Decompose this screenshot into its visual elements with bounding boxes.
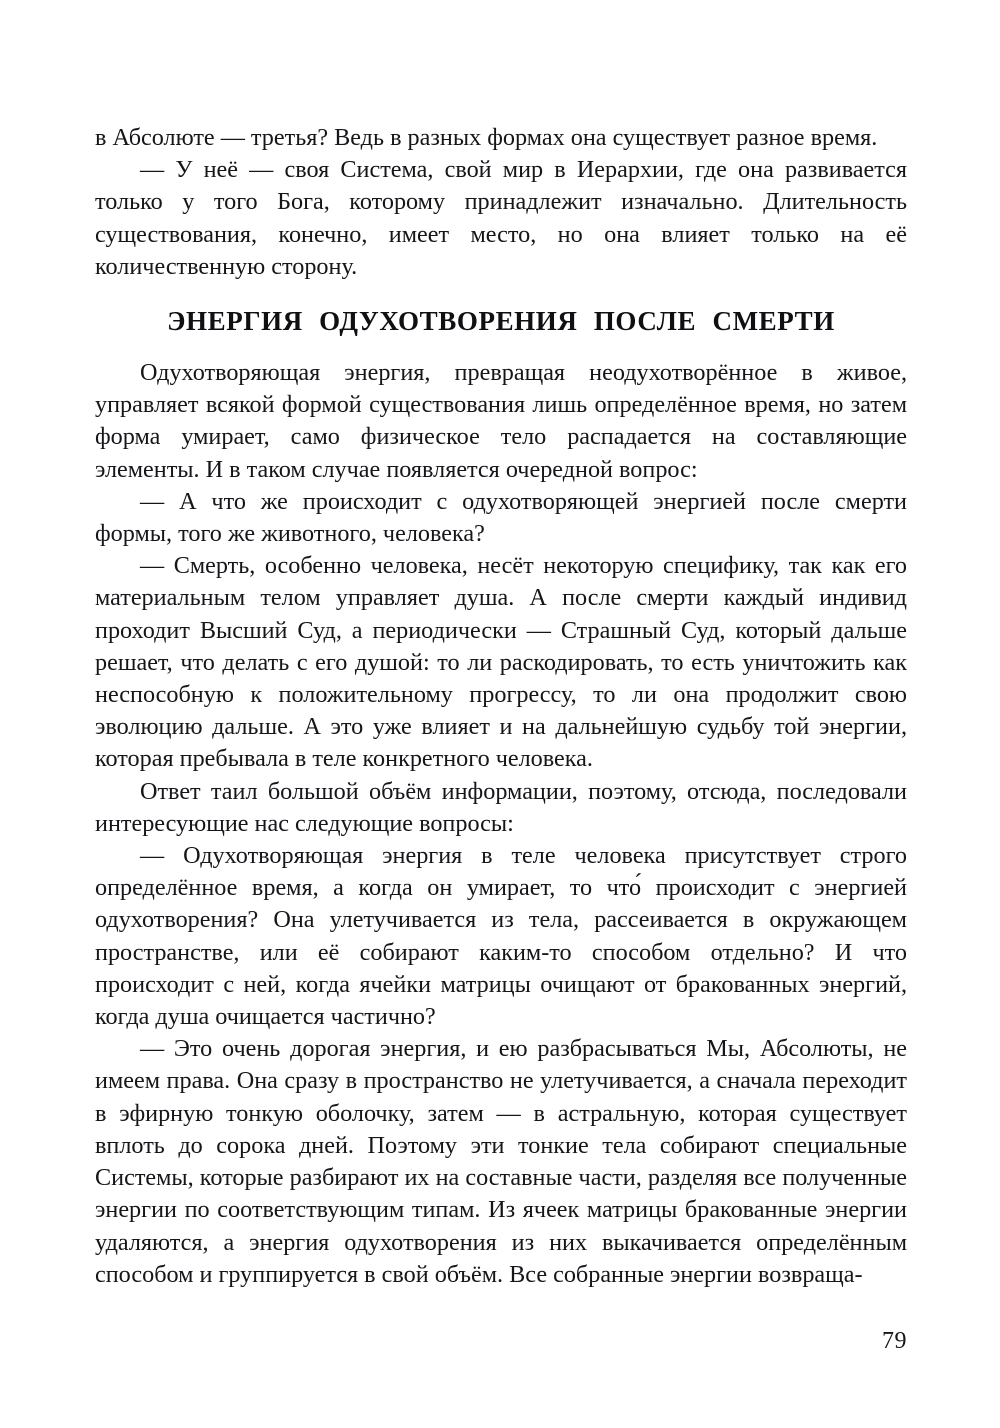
paragraph-answer-energy: — Это очень дорогая энергия, и ею разбрасываться Мы, Абсолюты, не имеем права. Она сразу в пространство не улетучивается, а сначала переходит в эфирную тонкую оболочку, затем — в астральную, которая существует вплоть до сорока дней. Поэтому эти тонкие тела собирают специальные Системы, которые разбирают их на составные части, разделяя все полученные энергии по соответствующим типам. Из ячеек матрицы бракованные энергии удаляются, а энергия одухотворения из них выкачивается определённым способом и группируется в свой объём. Все собранные энергии возвраща- [95,1035,907,1288]
paragraph-narration: Ответ таил большой объём информации, поэтому, отсюда, последовали интересующие нас следующие вопросы: [95,777,907,837]
paragraph-question-energy: — Одухотворяющая энергия в теле человека присутствует строго определённое время, а когда он умирает, то что́ происходит с энергией одухотворения? Она улетучивается из тела, рассеивается в окружающем пространстве, или её собирают каким-то способом отдельно? И что происходит с ней, когда ячейки матрицы очищают от бракованных энергий, когда душа очищается частично? [95,842,907,1031]
page-number: 79 [882,1328,907,1354]
paragraph-continuation: в Абсолюте — третья? Ведь в разных формах она существует разное время. [95,124,878,151]
section-heading: ЭНЕРГИЯ ОДУХОТВОРЕНИЯ ПОСЛЕ СМЕРТИ [167,306,835,337]
paragraph-answer-death: — Смерть, особенно человека, несёт некоторую специфику, так как его материальным телом управляет душа. А после смерти каждый индивид проходит Высший Суд, а периодически — Страшный Суд, который дальше решает, что делать с его душой: то ли раскодировать, то есть уничтожить как неспособную к положительному прогрессу, то ли она продолжит свою эволюцию дальше. А это уже влияет и на дальнейшую судьбу той энергии, которая пребывала в теле конкретного человека. [95,552,907,773]
paragraph-intro: Одухотворяющая энергия, превращая неодухотворённое в живое, управляет всякой формой существования лишь определённое время, но затем форма умирает, само физическое тело распадается на составляющие элементы. И в таком случае появляется очередной вопрос: [95,359,907,483]
paragraph-dialogue-answer: — У неё — своя Система, свой мир в Иерархии, где она развивается только у того Бога, которому принадлежит изначально. Длительность существования, конечно, имеет место, но она влияет только на её количественную сторону. [95,156,907,280]
paragraph-question: — А что же происходит с одухотворяющей энергией после смерти формы, того же животного, человека? [95,487,907,548]
page-text-block [95,122,907,1291]
